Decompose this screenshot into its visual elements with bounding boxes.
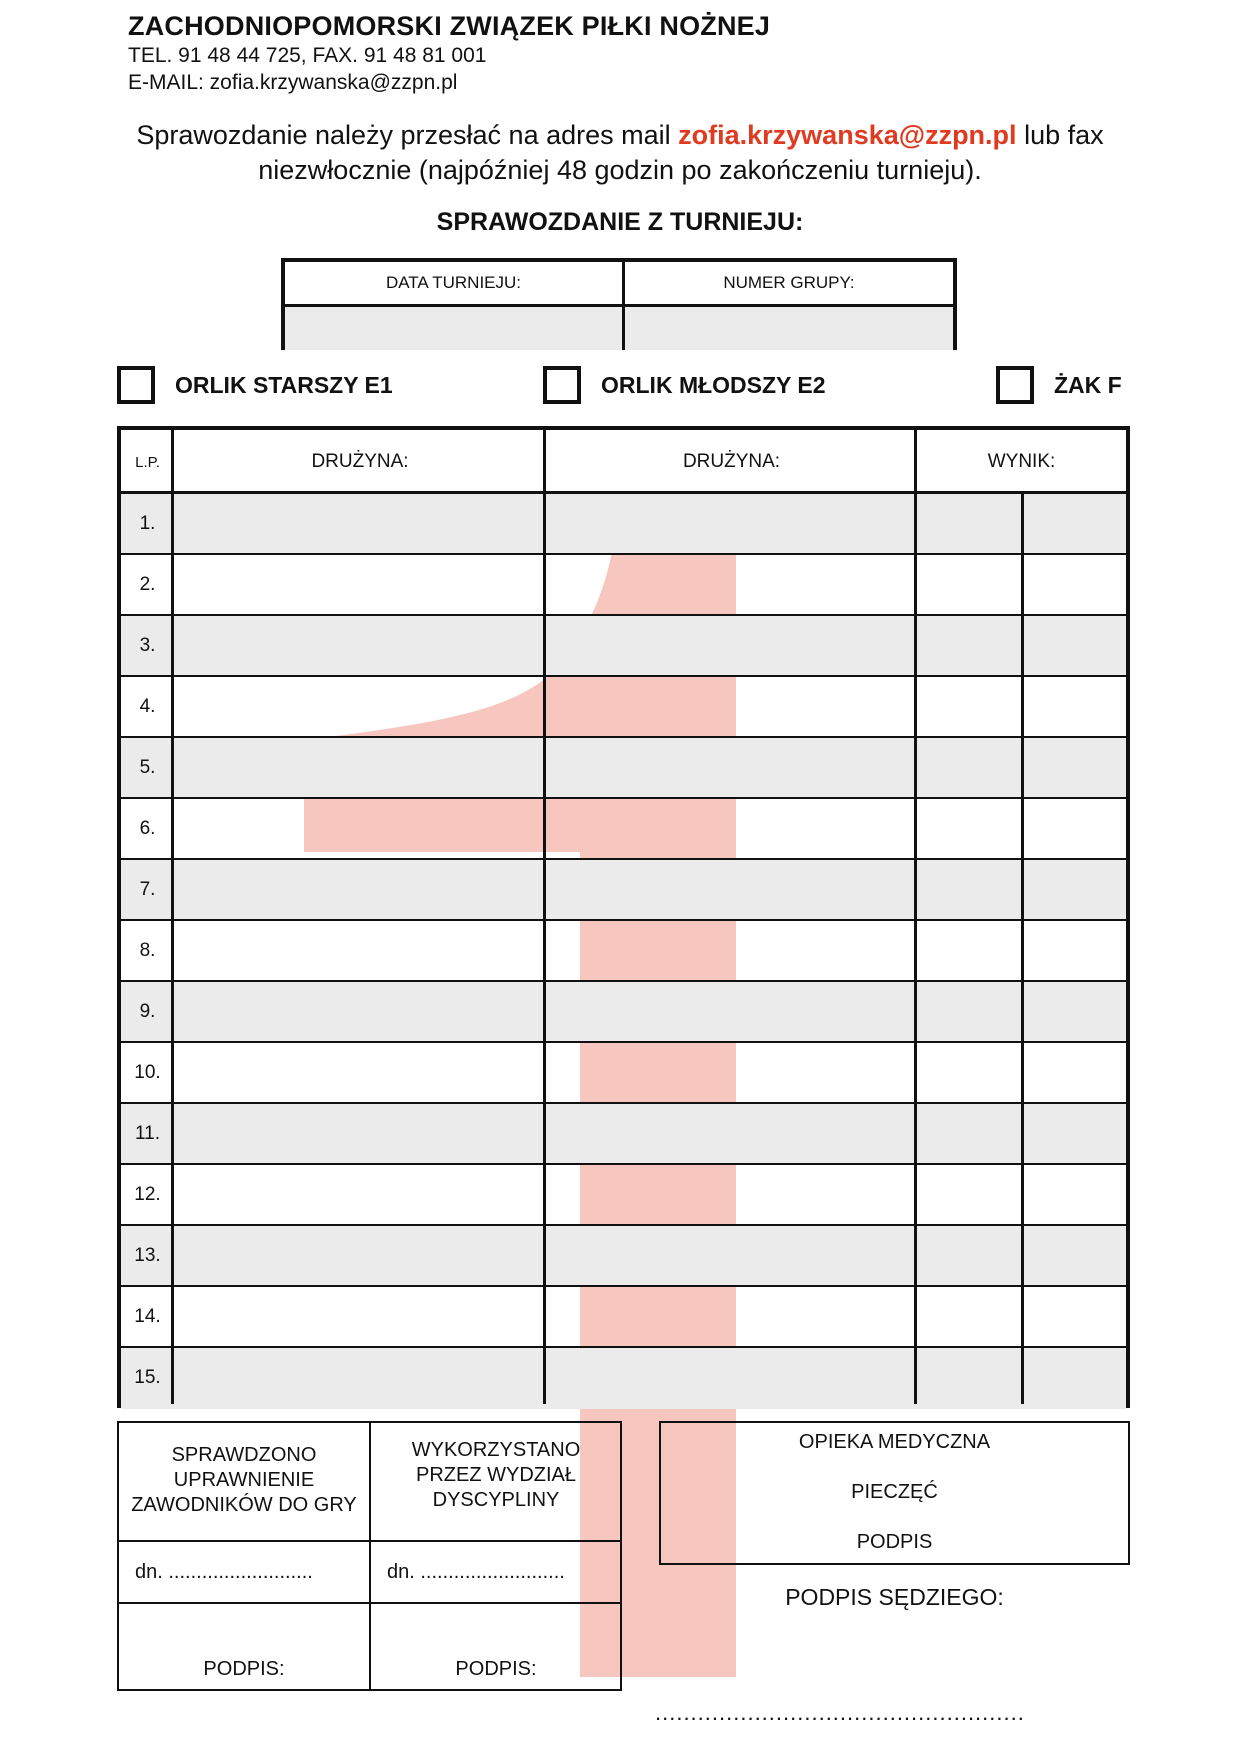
row-number: 3. bbox=[139, 634, 156, 656]
table-row[interactable] bbox=[121, 982, 1126, 1043]
header-lp: L.P. bbox=[135, 453, 160, 471]
result-divider bbox=[1021, 494, 1024, 1404]
referee-signature-label: PODPIS SĘDZIEGO: bbox=[785, 1584, 1004, 1610]
row-number: 2. bbox=[139, 573, 156, 595]
date-line-right[interactable]: dn. .......................... bbox=[387, 1560, 565, 1583]
row-number: 13. bbox=[134, 1244, 161, 1266]
table-row[interactable] bbox=[121, 1104, 1126, 1165]
row-number: 15. bbox=[134, 1366, 161, 1388]
table-row[interactable] bbox=[121, 555, 1126, 616]
date-label: DATA TURNIEJU: bbox=[385, 273, 522, 292]
results-table bbox=[117, 426, 1130, 1408]
table-row[interactable] bbox=[121, 799, 1126, 860]
row-number: 14. bbox=[134, 1305, 161, 1327]
table-row[interactable] bbox=[121, 1287, 1126, 1348]
notice-deadline: niezwłocznie (najpóźniej 48 godzin po zakończeniu turnieju). bbox=[258, 155, 982, 185]
checkbox-f[interactable] bbox=[996, 366, 1034, 404]
medical-signature-label: PODPIS bbox=[856, 1531, 933, 1553]
submission-notice bbox=[60, 118, 1180, 188]
group-label: NUMER GRUPY: bbox=[622, 262, 953, 304]
eligibility-checked-label: SPRAWDZONO UPRAWNIENIE ZAWODNIKÓW DO GRY bbox=[131, 1444, 357, 1516]
letterhead bbox=[128, 10, 770, 96]
row-divider bbox=[119, 1602, 620, 1604]
notice-text: Sprawozdanie należy przesłać na adres mail bbox=[136, 120, 679, 150]
table-row[interactable] bbox=[121, 1165, 1126, 1226]
row-number: 6. bbox=[139, 817, 156, 839]
row-number: 9. bbox=[139, 1000, 156, 1022]
table-header bbox=[121, 430, 1126, 494]
table-row[interactable] bbox=[121, 677, 1126, 738]
referee-signature-line[interactable]: .................................................... bbox=[655, 1700, 1025, 1725]
date-line-left[interactable]: dn. .......................... bbox=[135, 1560, 313, 1583]
phone-fax: TEL. 91 48 44 725, FAX. 91 48 81 001 bbox=[128, 44, 487, 67]
report-title: SPRAWOZDANIE Z TURNIEJU: bbox=[436, 208, 804, 236]
row-number: 12. bbox=[134, 1183, 161, 1205]
category-f-label: ŻAK F bbox=[1054, 371, 1122, 398]
signature-right[interactable]: PODPIS: bbox=[455, 1657, 537, 1680]
row-number: 5. bbox=[139, 756, 156, 778]
header-team2: DRUŻYNA: bbox=[682, 451, 781, 472]
category-e1[interactable] bbox=[117, 366, 393, 404]
group-field[interactable] bbox=[622, 304, 953, 350]
row-number: 8. bbox=[139, 939, 156, 961]
date-field[interactable] bbox=[285, 304, 622, 350]
category-e1-label: ORLIK STARSZY E1 bbox=[175, 371, 393, 398]
table-row[interactable] bbox=[121, 1226, 1126, 1287]
table-row[interactable] bbox=[121, 860, 1126, 921]
row-number: 10. bbox=[134, 1061, 161, 1083]
category-e2-label: ORLIK MŁODSZY E2 bbox=[601, 371, 826, 398]
checkbox-e1[interactable] bbox=[117, 366, 155, 404]
discipline-used-label: WYKORZYSTANO PRZEZ WYDZIAŁ DYSCYPLINY bbox=[411, 1439, 581, 1511]
row-number: 11. bbox=[134, 1122, 160, 1144]
table-row[interactable] bbox=[121, 494, 1126, 555]
category-f[interactable] bbox=[996, 366, 1122, 404]
medical-box bbox=[659, 1421, 1130, 1565]
table-row[interactable] bbox=[121, 921, 1126, 982]
table-row[interactable] bbox=[121, 1043, 1126, 1104]
notice-email-link[interactable]: zofia.krzywanska@zzpn.pl bbox=[678, 120, 1017, 150]
header-result: WYNIK: bbox=[987, 451, 1056, 472]
row-number: 7. bbox=[139, 878, 156, 900]
stamp-label: PIECZĘĆ bbox=[851, 1481, 938, 1503]
row-number: 1. bbox=[139, 512, 156, 534]
notice-text-end: lub fax bbox=[1016, 120, 1104, 150]
table-row[interactable] bbox=[121, 738, 1126, 799]
medical-care-label: OPIEKA MEDYCZNA bbox=[798, 1431, 991, 1453]
table-row[interactable] bbox=[121, 616, 1126, 677]
signature-left[interactable]: PODPIS: bbox=[203, 1657, 285, 1680]
organization-name: ZACHODNIOPOMORSKI ZWIĄZEK PIŁKI NOŻNEJ bbox=[128, 11, 771, 41]
table-row[interactable] bbox=[121, 1348, 1126, 1409]
row-number: 4. bbox=[139, 695, 156, 717]
contact-email: E-MAIL: zofia.krzywanska@zzpn.pl bbox=[128, 71, 458, 94]
category-e2[interactable] bbox=[543, 366, 826, 404]
column-divider bbox=[914, 430, 917, 1404]
checkbox-e2[interactable] bbox=[543, 366, 581, 404]
tournament-info-table bbox=[281, 258, 957, 350]
column-divider bbox=[171, 430, 174, 1404]
column-divider bbox=[543, 430, 546, 1404]
header-team1: DRUŻYNA: bbox=[311, 451, 409, 472]
verification-box bbox=[117, 1421, 622, 1691]
